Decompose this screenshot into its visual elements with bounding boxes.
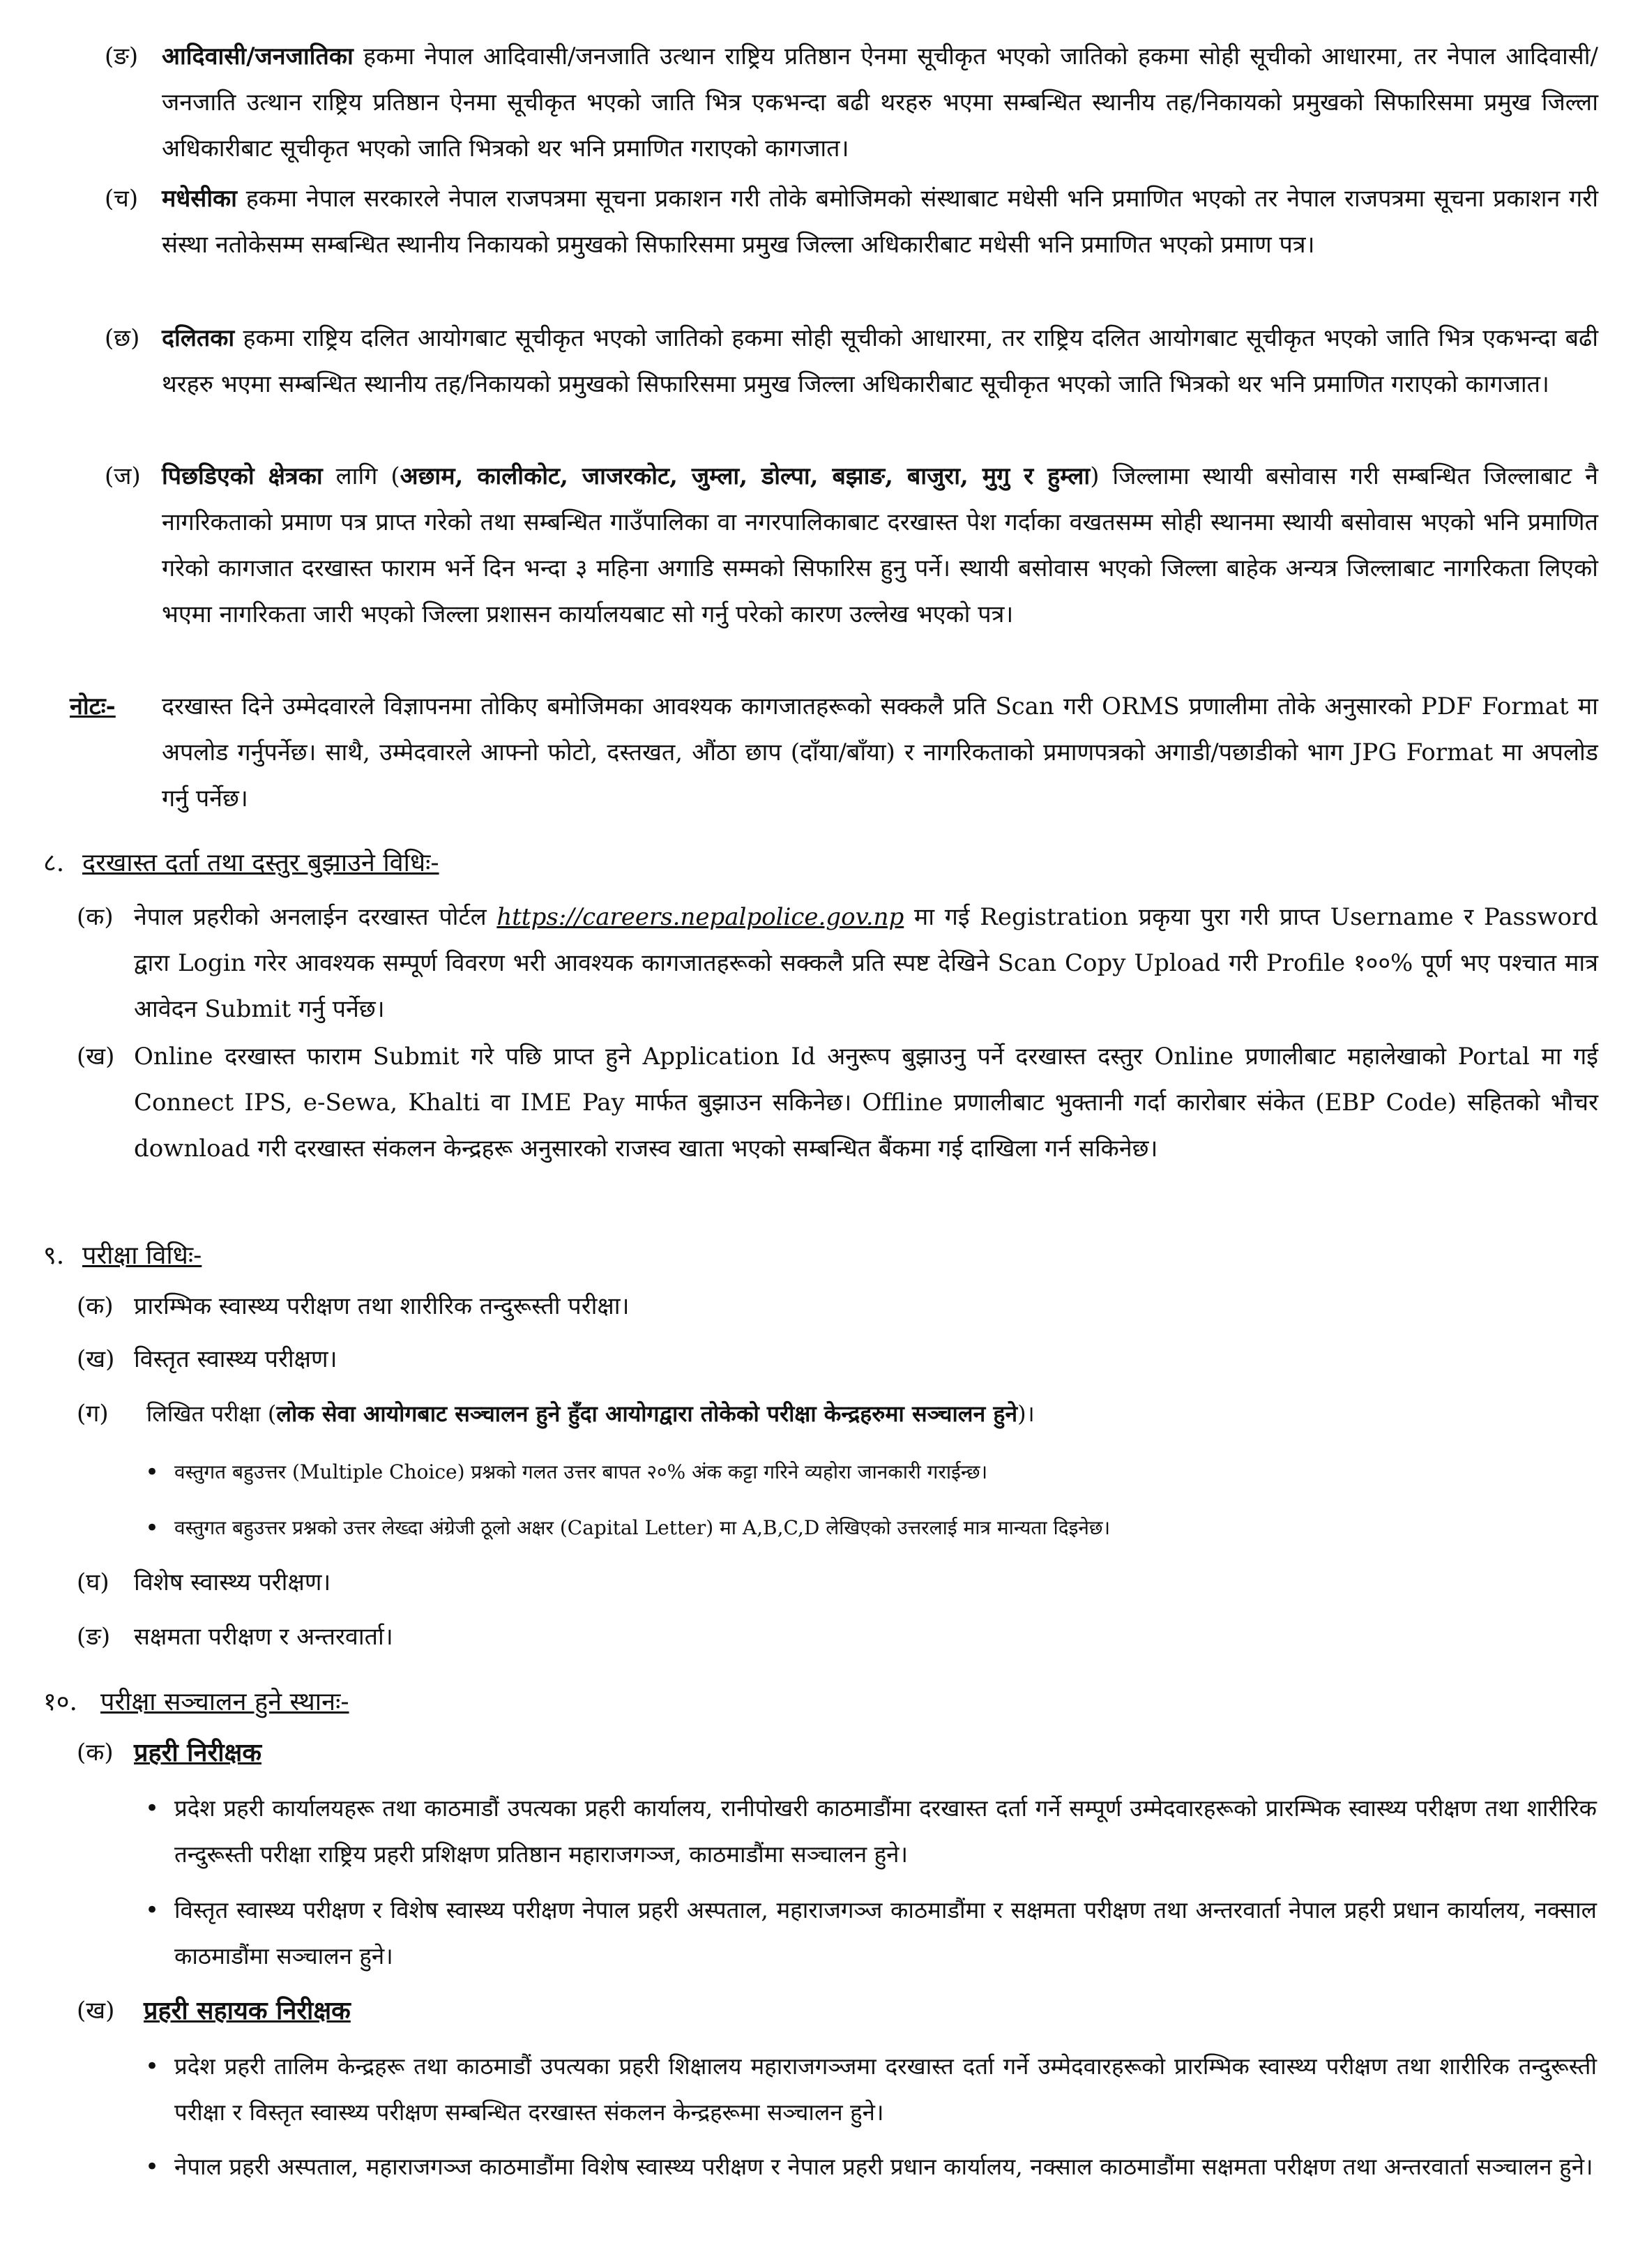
section-10-ka-bullet: विस्तृत स्वास्थ्य परीक्षण र विशेष स्वास्थ्य परीक्षण नेपाल प्रहरी अस्पताल, महाराजगञ्ज काठमाडौंमा र सक्षमता परीक्षण तथा अन्तरवार्ता नेपाल प्रहरी प्रधान कार्यालय, नक्साल काठमाडौंमा सञ्चालन हुने।: [174, 1896, 1597, 1970]
section-9-gha: विशेष स्वास्थ्य परीक्षण।: [134, 1568, 331, 1596]
section-10-ka-bullet: प्रदेश प्रहरी कार्यालयहरू तथा काठमाडौं उपत्यका प्रहरी कार्यालय, रानीपोखरी काठमाडौंमा दरखास्त दर्ता गर्ने सम्पूर्ण उम्मेदवारहरूको प्रारम्भिक स्वास्थ्य परीक्षण तथा शारीरिक तन्दुरूस्ती परीक्षा राष्ट्रिय प्रहरी प्रशिक्षण प्रतिष्ठान महाराजगञ्ज, काठमाडौंमा सञ्चालन हुने।: [174, 1794, 1597, 1868]
section-9-nga: सक्षमता परीक्षण र अन्तरवार्ता।: [134, 1623, 393, 1651]
clause-marker: (ज): [105, 462, 141, 490]
bullet-icon: •: [145, 1458, 160, 1486]
section-9-ga-text-b: )।: [1017, 1400, 1035, 1427]
clause-marker: (ख): [77, 1043, 115, 1071]
section-8-ka-text-b: मा गई Registration प्रकृया पुरा गरी प्राप्त Username र Password द्वारा Login गरेर आवश्यक सम्पूर्ण विवरण भरी आवश्यक कागजातहरूको सक्कलै प्रति स्पष्ट देखिने Scan Copy Upload गरी Profile १००% पूर्ण भए पश्चात मात्र आवेदन Submit गर्नु पर्नेछ।: [134, 903, 1598, 1023]
section-8-kha: Online दरखास्त फाराम Submit गरे पछि प्राप्त हुने Application Id अनुरूप बुझाउनु पर्ने दरखास्त दस्तुर Online प्रणालीबाट महालेखाको Portal मा गई Connect IPS, e-Sewa, Khalti वा IME Pay मार्फत बुझाउन सकिनेछ। Offline प्रणालीबाट भुक्तानी गर्दा कारोबार संकेत (EBP Code) सहितको भौचर download गरी दरखास्त संकलन केन्द्रहरू अनुसारको राजस्व खाता भएको सम्बन्धित बैंकमा गई दाखिला गर्न सकिनेछ।: [134, 1043, 1598, 1163]
clause-marker: (घ): [77, 1568, 109, 1596]
clause-marker: (ग): [77, 1400, 109, 1428]
clause-marker: (छ): [105, 324, 140, 352]
section-8-ka-text-a: नेपाल प्रहरीको अनलाईन दरखास्त पोर्टल: [134, 903, 497, 931]
section-8-number: ८.: [43, 849, 65, 877]
clause-7-nga-text: हकमा नेपाल आदिवासी/जनजाति उत्थान राष्ट्रिय प्रतिष्ठान ऐनमा सूचीकृत भएको जातिको हकमा सोही सूचीको आधारमा, तर नेपाल आदिवासी/जनजाति उत्थान राष्ट्रिय प्रतिष्ठान ऐनमा सूचीकृत भएको जाति भित्र एकभन्दा बढी थरहरु भएमा सम्बन्धित स्थानीय तह/निकायको प्रमुखको सिफारिसमा प्रमुख जिल्ला अधिकारीबाट सूचीकृत भएको जाति भित्रको थर भनि प्रमाणित गराएको कागजात।: [162, 43, 1598, 162]
section-9-title: परीक्षा विधिः-: [82, 1241, 202, 1270]
clause-marker: (ख): [77, 1345, 115, 1373]
section-9-kha: विस्तृत स्वास्थ्य परीक्षण।: [134, 1345, 337, 1373]
section-10-kha-bullet: प्रदेश प्रहरी तालिम केन्द्रहरू तथा काठमाडौं उपत्यका प्रहरी शिक्षालय महाराजगञ्जमा दरखास्त दर्ता गर्ने उम्मेदवारहरूको प्रारम्भिक स्वास्थ्य परीक्षण तथा शारीरिक तन्दुरूस्ती परीक्षा र विस्तृत स्वास्थ्य परीक्षण सम्बन्धित दरखास्त संकलन केन्द्रहरूमा सञ्चालन हुने।: [174, 2052, 1597, 2126]
clause-marker: (च): [105, 185, 139, 213]
clause-7-ja-text-b: ) जिल्लामा स्थायी बसोवास गरी सम्बन्धित जिल्लाबाट नै नागरिकताको प्रमाण पत्र प्राप्त गरेको तथा सम्बन्धित गाउँपालिका वा नगरपालिकाबाट दरखास्त पेश गर्दाका वखतसम्म सोही स्थानमा स्थायी बसोवास भएको भनि प्रमाणित गरेको कागजात दरखास्त फाराम भर्ने दिन भन्दा ३ महिना अगाडि सम्मको सिफारिस हुनु पर्ने। स्थायी बसोवास भएको जिल्ला बाहेक अन्यत्र जिल्लाबाट नागरिकता लिएको भएमा नागरिकता जारी भएको जिल्ला प्रशासन कार्यालयबाट सो गर्नु परेको कारण उल्लेख भएको पत्र।: [162, 462, 1598, 628]
clause-7-chha: [162, 315, 1598, 455]
bullet-icon: •: [145, 1896, 160, 1924]
section-8-title: दरखास्त दर्ता तथा दस्तुर बुझाउने विधिः-: [82, 849, 439, 877]
clause-7-cha: [162, 176, 1598, 315]
clause-7-ja-bold: पिछडिएको क्षेत्रका: [162, 462, 323, 490]
clause-marker: (ङ): [77, 1623, 111, 1651]
section-9-bullet: वस्तुगत बहुउत्तर (Multiple Choice) प्रश्नको गलत उत्तर बापत २०% अंक कट्टा गरिने व्यहोरा जानकारी गराईन्छ।: [174, 1460, 988, 1483]
section-10-kha-heading: प्रहरी सहायक निरीक्षक: [144, 1996, 351, 2025]
portal-link[interactable]: https://careers.nepalpolice.gov.np: [496, 903, 904, 931]
clause-7-cha-bold: मधेसीका: [162, 185, 237, 213]
section-8-ka: [134, 894, 1598, 1034]
bullet-icon: •: [145, 2153, 160, 2181]
clause-7-cha-text: हकमा नेपाल सरकारले नेपाल राजपत्रमा सूचना प्रकाशन गरी तोके बमोजिमको संस्थाबाट मधेसी भनि प्रमाणित भएको तर नेपाल राजपत्रमा सूचना प्रकाशन गरी संस्था नतोकेसम्म सम्बन्धित स्थानीय निकायको प्रमुखको सिफारिसमा प्रमुख जिल्ला अधिकारीबाट मधेसी भनि प्रमाणित भएको प्रमाण पत्र।: [162, 185, 1598, 259]
clause-marker: (क): [77, 1292, 114, 1320]
clause-7-nga-bold: आदिवासी/जनजातिका: [162, 43, 354, 70]
clause-7-chha-text: हकमा राष्ट्रिय दलित आयोगबाट सूचीकृत भएको जातिको हकमा सोही सूचीको आधारमा, तर राष्ट्रिय दलित आयोगबाट सूचीकृत भएको जाति भित्र एकभन्दा बढी थरहरु भएमा सम्बन्धित स्थानीय तह/निकायको प्रमुखको सिफारिसमा प्रमुख जिल्ला अधिकारीबाट सूचीकृत भएको जाति भित्रको थर भनि प्रमाणित गराएको कागजात।: [162, 324, 1598, 398]
clause-marker: (ङ): [105, 43, 139, 70]
clause-marker: (क): [77, 1739, 114, 1767]
section-10-title: परीक्षा सञ्चालन हुने स्थानः-: [100, 1688, 349, 1716]
clause-7-ja: [162, 453, 1598, 683]
section-9-number: ९.: [43, 1241, 65, 1270]
section-9-bullet: वस्तुगत बहुउत्तर प्रश्नको उत्तर लेख्दा अंग्रेजी ठूलो अक्षर (Capital Letter) मा A,B,C,D लेखिएको उत्तरलाई मात्र मान्यता दिइनेछ।: [174, 1516, 1111, 1539]
section-9-ka: प्रारम्भिक स्वास्थ्य परीक्षण तथा शारीरिक तन्दुरूस्ती परीक्षा।: [134, 1292, 630, 1320]
clause-7-nga: [162, 33, 1598, 173]
bullet-icon: •: [145, 1794, 160, 1822]
section-9-ga-bold: लोक सेवा आयोगबाट सञ्चालन हुने हुँदा आयोगद्वारा तोकेको परीक्षा केन्द्रहरुमा सञ्चालन हुने: [276, 1400, 1018, 1427]
note-text: दरखास्त दिने उम्मेदवारले विज्ञापनमा तोकिए बमोजिमका आवश्यक कागजातहरूको सक्कलै प्रति Scan गरी ORMS प्रणालीमा तोके अनुसारको PDF Format मा अपलोड गर्नुपर्नेछ। साथै, उम्मेदवारले आफ्नो फोटो, दस्तखत, औंठा छाप (दाँया/बाँया) र नागरिकताको प्रमाणपत्रको अगाडी/पछाडीको भाग JPG Format मा अपलोड गर्नु पर्नेछ।: [162, 693, 1598, 812]
bullet-icon: •: [145, 1514, 160, 1542]
bullet-icon: •: [145, 2052, 160, 2080]
clause-7-ja-text-a: लागि (: [322, 462, 400, 490]
clause-marker: (ख): [77, 1997, 115, 2025]
section-10-ka-heading: प्रहरी निरीक्षक: [134, 1738, 261, 1767]
section-9-ga: [146, 1391, 1597, 1437]
note-label: नोटः-: [70, 693, 116, 720]
section-9-ga-text-a: लिखित परीक्षा (: [146, 1400, 277, 1427]
section-10-kha-bullet: नेपाल प्रहरी अस्पताल, महाराजगञ्ज काठमाडौंमा विशेष स्वास्थ्य परीक्षण र नेपाल प्रहरी प्रधान कार्यालय, नक्साल काठमाडौंमा सक्षमता परीक्षण तथा अन्तरवार्ता सञ्चालन हुने।: [174, 2153, 1593, 2180]
section-10-number: १०.: [43, 1688, 77, 1716]
clause-7-chha-bold: दलितका: [162, 324, 235, 352]
clause-marker: (क): [77, 903, 114, 931]
clause-7-ja-districts: अछाम, कालीकोट, जाजरकोट, जुम्ला, डोल्पा, बझाङ, बाजुरा, मुगु र हुम्ला: [400, 462, 1091, 490]
